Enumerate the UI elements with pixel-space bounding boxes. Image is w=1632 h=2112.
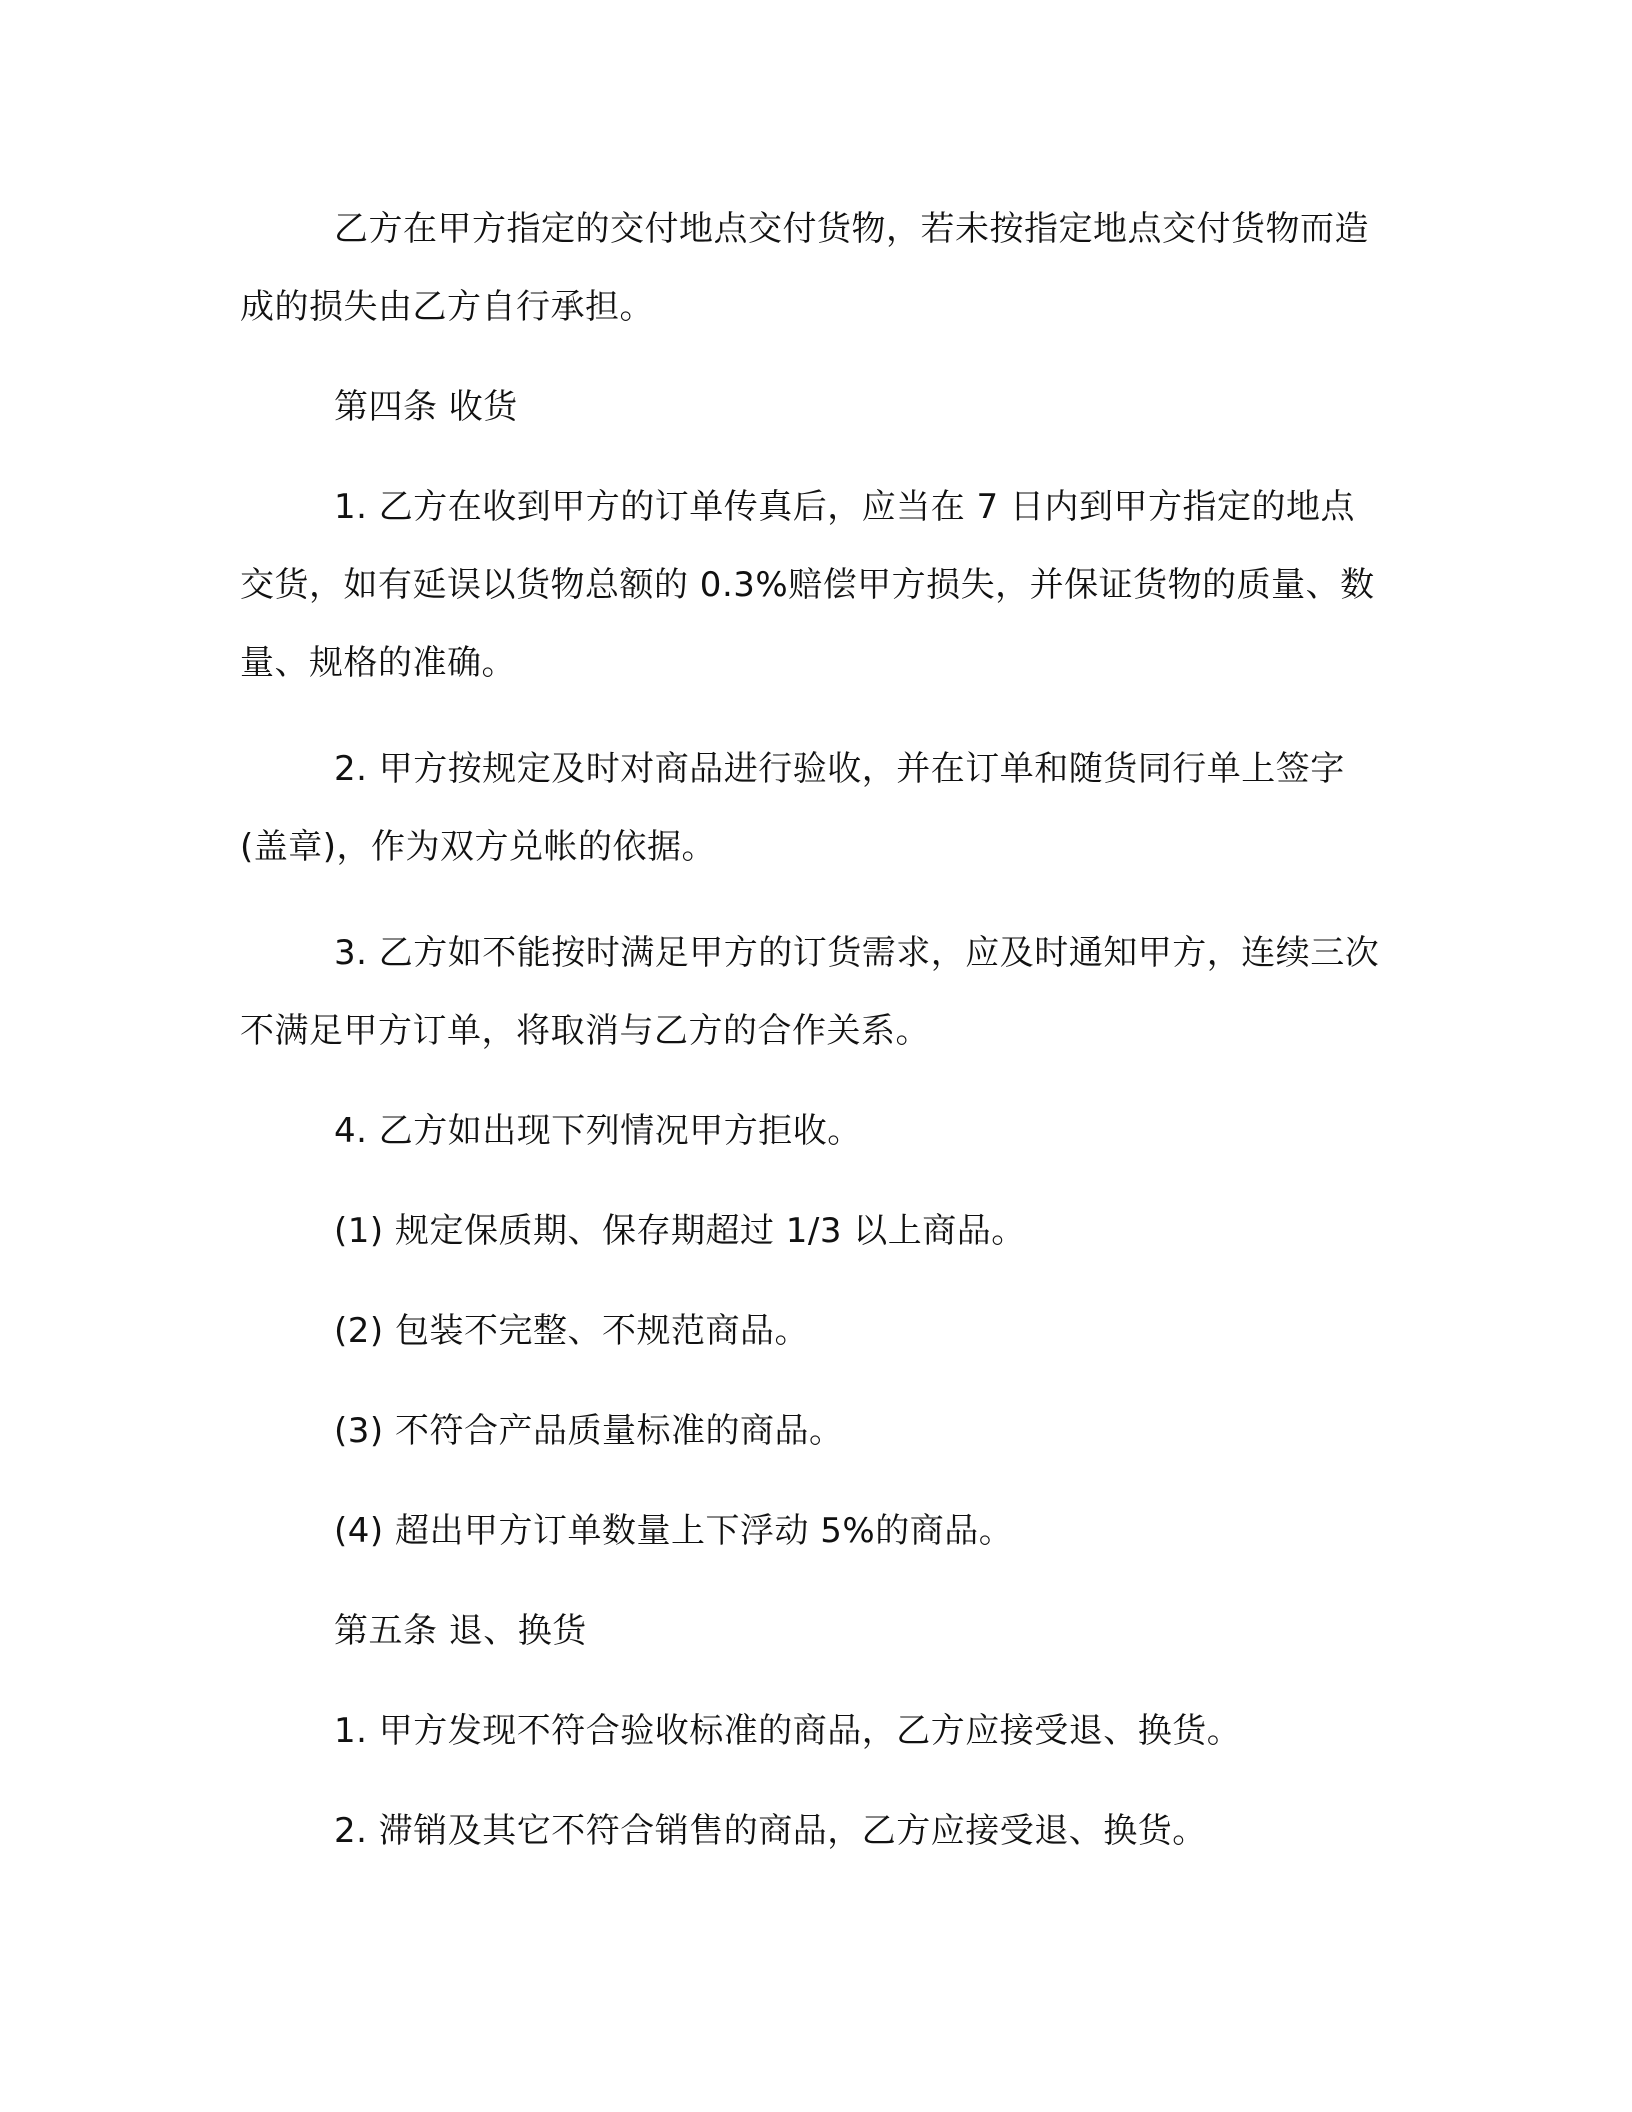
document-page	[240, 190, 1380, 1870]
paragraph-delivery-location: 乙方在甲方指定的交付地点交付货物，若未按指定地点交付货物而造成的损失由乙方自行承担。	[240, 209, 1369, 327]
clause-4-4-item-3: (3) 不符合产品质量标准的商品。	[334, 1411, 844, 1451]
clause-4-4-item-2: (2) 包装不完整、不规范商品。	[334, 1311, 809, 1351]
section-heading-4: 第四条 收货	[334, 387, 518, 427]
section-heading-5: 第五条 退、换货	[334, 1611, 587, 1651]
clause-4-2: 2. 甲方按规定及时对商品进行验收，并在订单和随货同行单上签字(盖章)，作为双方兑帐的依据。	[240, 749, 1345, 867]
clause-5-2: 2. 滞销及其它不符合销售的商品，乙方应接受退、换货。	[334, 1811, 1207, 1851]
clause-4-4: 4. 乙方如出现下列情况甲方拒收。	[334, 1111, 862, 1151]
clause-5-1: 1. 甲方发现不符合验收标准的商品，乙方应接受退、换货。	[334, 1711, 1242, 1751]
clause-4-1: 1. 乙方在收到甲方的订单传真后，应当在 7 日内到甲方指定的地点交货，如有延误以货物总额的 0.3%赔偿甲方损失，并保证货物的质量、数量、规格的准确。	[240, 487, 1375, 683]
clause-4-3: 3. 乙方如不能按时满足甲方的订货需求，应及时通知甲方，连续三次不满足甲方订单，将取消与乙方的合作关系。	[240, 933, 1380, 1051]
clause-4-4-item-4: (4) 超出甲方订单数量上下浮动 5%的商品。	[334, 1511, 1014, 1551]
clause-4-4-item-1: (1) 规定保质期、保存期超过 1/3 以上商品。	[334, 1211, 1026, 1251]
